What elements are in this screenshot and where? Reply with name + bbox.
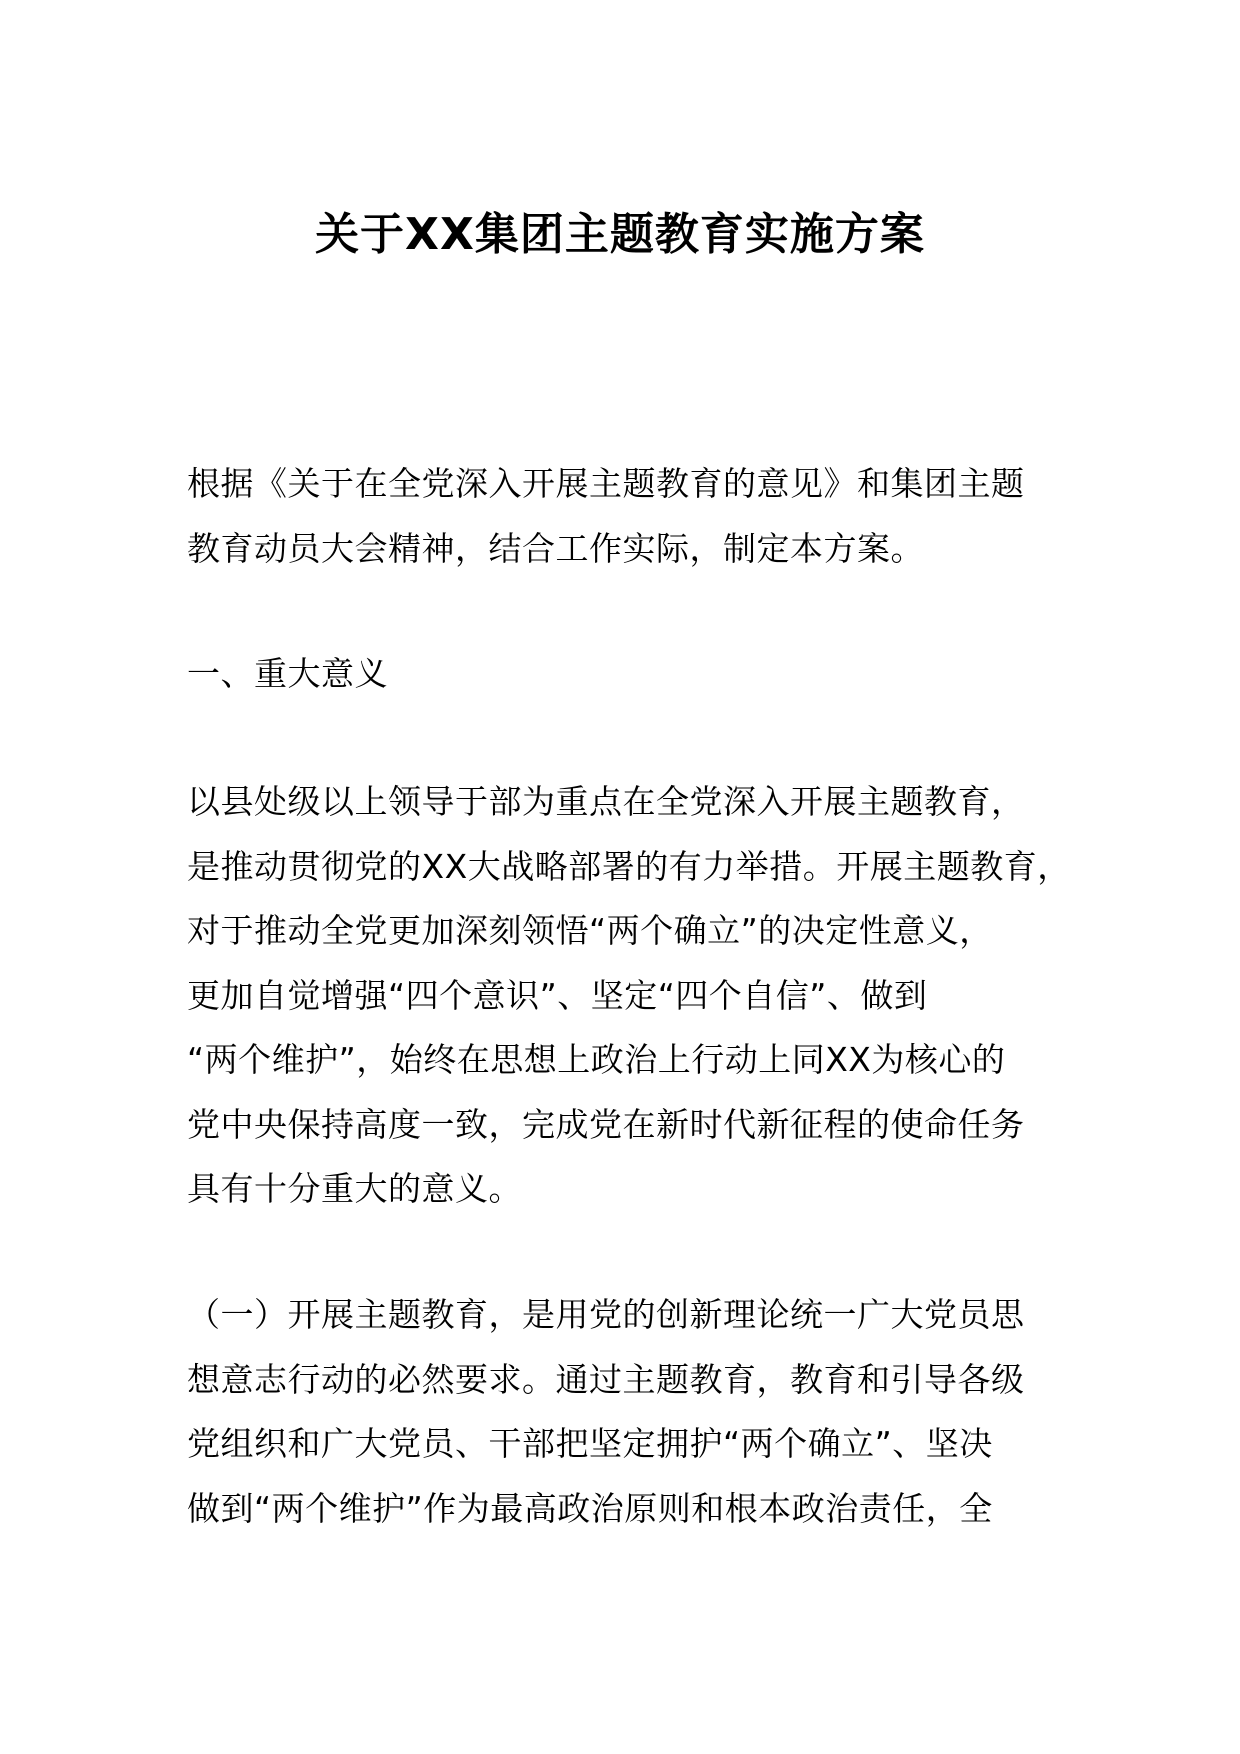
text-line: 具有十分重大的意义。 [187,1169,522,1208]
text-line: 做到“两个维护”作为最高政治原则和根本政治责任，全 [187,1488,993,1528]
text-line: 更加自觉增强“四个意识”、坚定“四个自信”、做到 [187,975,928,1015]
text-line: 是推动贯彻党的XX大战略部署的有力举措。开展主题教育， [187,846,1071,886]
text-line: （一）开展主题教育，是用党的创新理论统一广大党员思 [187,1295,1025,1334]
section-heading-text: 一、重大意义 [187,654,388,693]
text-line: 党中央保持高度一致，完成党在新时代新征程的使命任务 [187,1104,1025,1144]
text-line: 想意志行动的必然要求。通过主题教育，教育和引导各级 [187,1359,1025,1399]
text-line: 教育动员大会精神，结合工作实际，制定本方案。 [187,528,924,568]
document-title: 关于XX集团主题教育实施方案 [315,209,925,260]
text-line: 以县处级以上领导于部为重点在全党深入开展主题教育， [187,782,1025,821]
intro-paragraph [187,452,1087,581]
text-line: 对于推动全党更加深刻领悟“两个确立”的决定性意义， [187,911,993,950]
subsection-paragraph [187,1283,1087,1541]
section-paragraph [187,770,1087,1222]
text-line: 党组织和广大党员、干部把坚定拥护“两个确立”、坚决 [187,1424,993,1463]
section-heading [187,642,1087,707]
text-line: 根据《关于在全党深入开展主题教育的意见》和集团主题 [187,464,1025,503]
text-line: “两个维护”，始终在思想上政治上行动上同XX为核心的 [187,1040,1006,1079]
